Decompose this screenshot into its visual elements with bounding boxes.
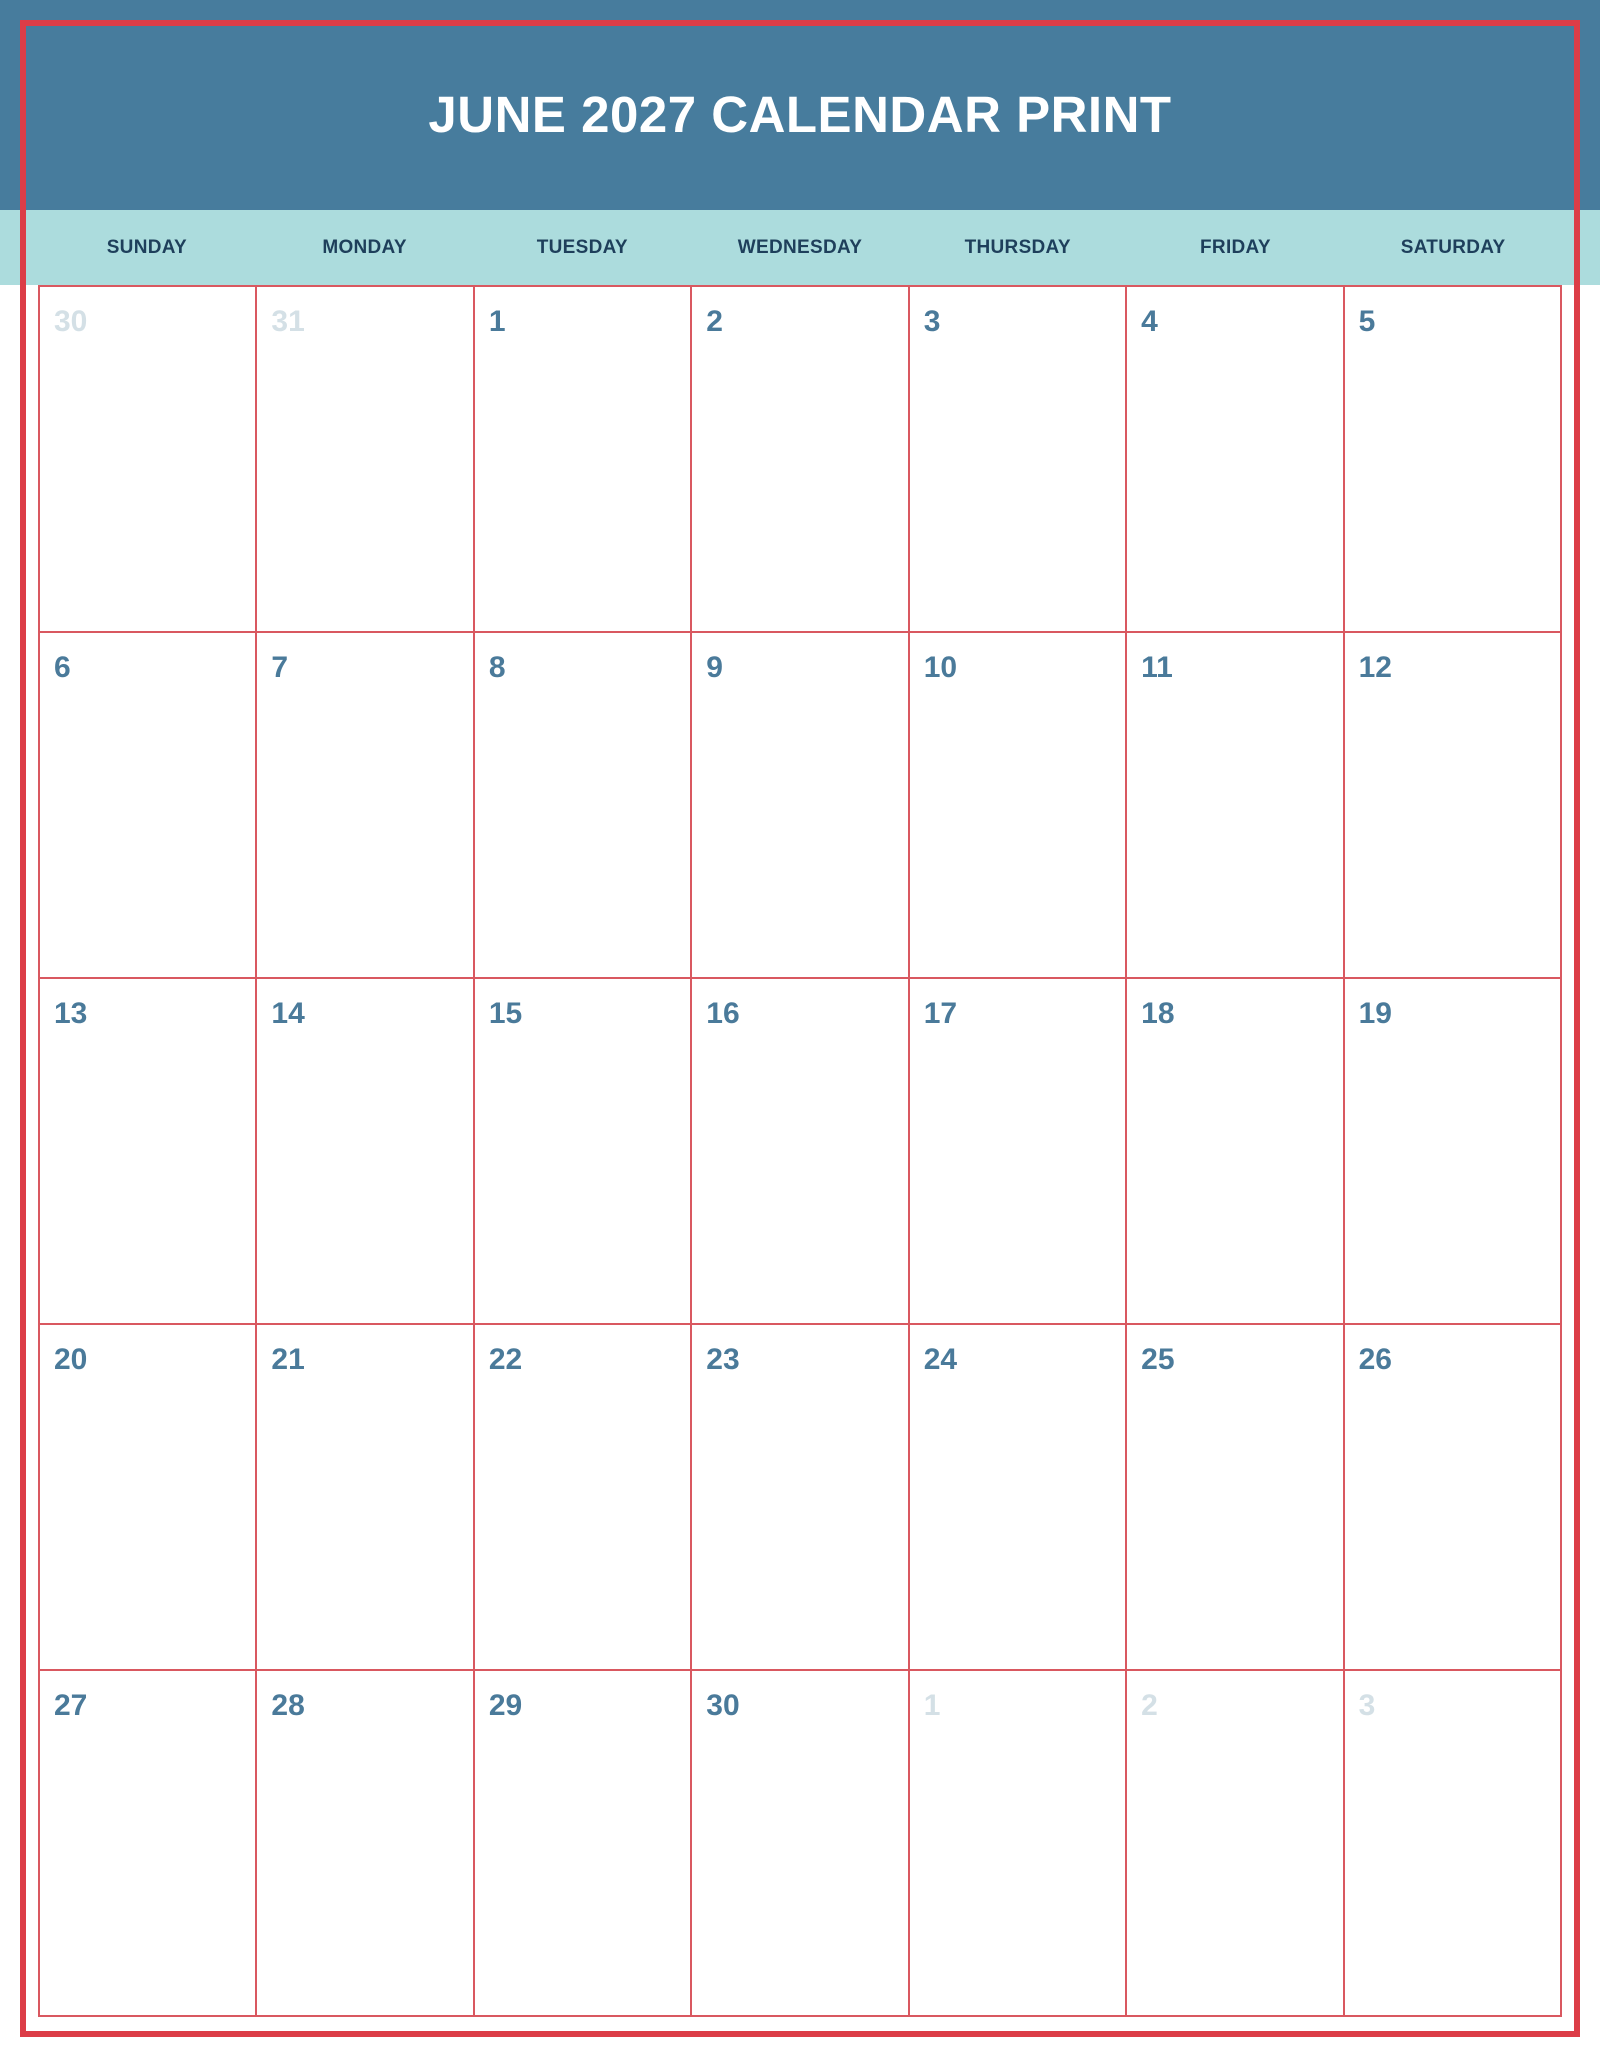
day-number: 6 <box>54 651 71 684</box>
weekday-wednesday: WEDNESDAY <box>737 236 863 258</box>
day-number: 30 <box>54 305 88 338</box>
day-number: 2 <box>1141 1689 1158 1722</box>
calendar-day-cell-outside-month <box>910 1671 1127 2017</box>
day-number: 14 <box>271 997 305 1030</box>
calendar-day-cell <box>1127 287 1344 633</box>
calendar-day-cell <box>1127 1325 1344 1671</box>
calendar-header <box>0 0 1600 210</box>
day-number: 10 <box>923 651 958 684</box>
calendar-day-cell <box>257 1325 474 1671</box>
calendar-day-cell <box>475 1671 692 2017</box>
day-number: 24 <box>923 1343 958 1376</box>
calendar-day-cell <box>1345 979 1562 1325</box>
calendar-day-cell <box>257 1671 474 2017</box>
day-number: 17 <box>923 997 958 1030</box>
weekday-saturday: SATURDAY <box>1400 236 1506 258</box>
day-number: 28 <box>271 1689 305 1722</box>
weekday-header <box>38 210 1562 285</box>
day-number: 21 <box>271 1343 305 1376</box>
calendar-day-cell <box>257 979 474 1325</box>
calendar-day-cell <box>910 979 1127 1325</box>
calendar-day-cell <box>1127 633 1344 979</box>
day-number: 23 <box>706 1343 740 1376</box>
calendar-day-cell <box>692 979 909 1325</box>
calendar-day-cell <box>1345 1325 1562 1671</box>
day-number: 15 <box>488 997 523 1030</box>
calendar-day-cell <box>692 633 909 979</box>
calendar-day-cell <box>40 1325 257 1671</box>
calendar-grid <box>38 285 1562 2017</box>
day-number: 1 <box>923 1689 941 1722</box>
calendar-day-cell <box>1345 633 1562 979</box>
calendar-day-cell <box>40 979 257 1325</box>
day-number: 31 <box>271 305 305 338</box>
day-number: 30 <box>706 1689 740 1722</box>
day-number: 29 <box>488 1689 523 1722</box>
day-number: 27 <box>54 1689 88 1722</box>
day-number: 3 <box>923 305 941 338</box>
day-number: 16 <box>706 997 740 1030</box>
weekday-tuesday: TUESDAY <box>536 236 628 258</box>
calendar-day-cell <box>910 633 1127 979</box>
calendar-day-cell <box>40 1671 257 2017</box>
day-number: 18 <box>1141 997 1175 1030</box>
calendar-day-cell <box>910 1325 1127 1671</box>
day-number: 1 <box>488 305 506 338</box>
day-number: 9 <box>706 651 723 684</box>
calendar-day-cell-outside-month <box>1127 1671 1344 2017</box>
day-number: 19 <box>1358 997 1392 1030</box>
calendar-day-cell-outside-month <box>40 287 257 633</box>
day-number: 26 <box>1358 1343 1392 1376</box>
day-number: 4 <box>1141 305 1158 338</box>
calendar-day-cell <box>475 979 692 1325</box>
day-number: 22 <box>488 1343 523 1376</box>
calendar-day-cell <box>692 1671 909 2017</box>
page-title: JUNE 2027 CALENDAR PRINT <box>428 86 1172 143</box>
calendar-day-cell <box>475 633 692 979</box>
calendar-day-cell <box>692 1325 909 1671</box>
day-number: 7 <box>271 651 289 684</box>
day-number: 5 <box>1358 305 1376 338</box>
calendar-day-cell <box>475 287 692 633</box>
day-number: 11 <box>1141 651 1173 684</box>
day-number: 12 <box>1358 651 1392 684</box>
weekday-friday: FRIDAY <box>1200 236 1271 258</box>
weekday-sunday: SUNDAY <box>106 236 187 258</box>
calendar-day-cell <box>40 633 257 979</box>
calendar-day-cell <box>1345 287 1562 633</box>
day-number: 13 <box>54 997 88 1030</box>
calendar-day-cell-outside-month <box>1345 1671 1562 2017</box>
calendar-day-cell-outside-month <box>257 287 474 633</box>
calendar-day-cell <box>692 287 909 633</box>
day-number: 3 <box>1358 1689 1376 1722</box>
day-number: 2 <box>706 305 723 338</box>
weekday-thursday: THURSDAY <box>964 236 1071 258</box>
day-number: 8 <box>488 651 506 684</box>
calendar-day-cell <box>1127 979 1344 1325</box>
day-number: 20 <box>54 1343 88 1376</box>
day-number: 25 <box>1141 1343 1175 1376</box>
calendar-day-cell <box>257 633 474 979</box>
weekday-monday: MONDAY <box>322 236 407 258</box>
calendar-day-cell <box>910 287 1127 633</box>
calendar-day-cell <box>475 1325 692 1671</box>
